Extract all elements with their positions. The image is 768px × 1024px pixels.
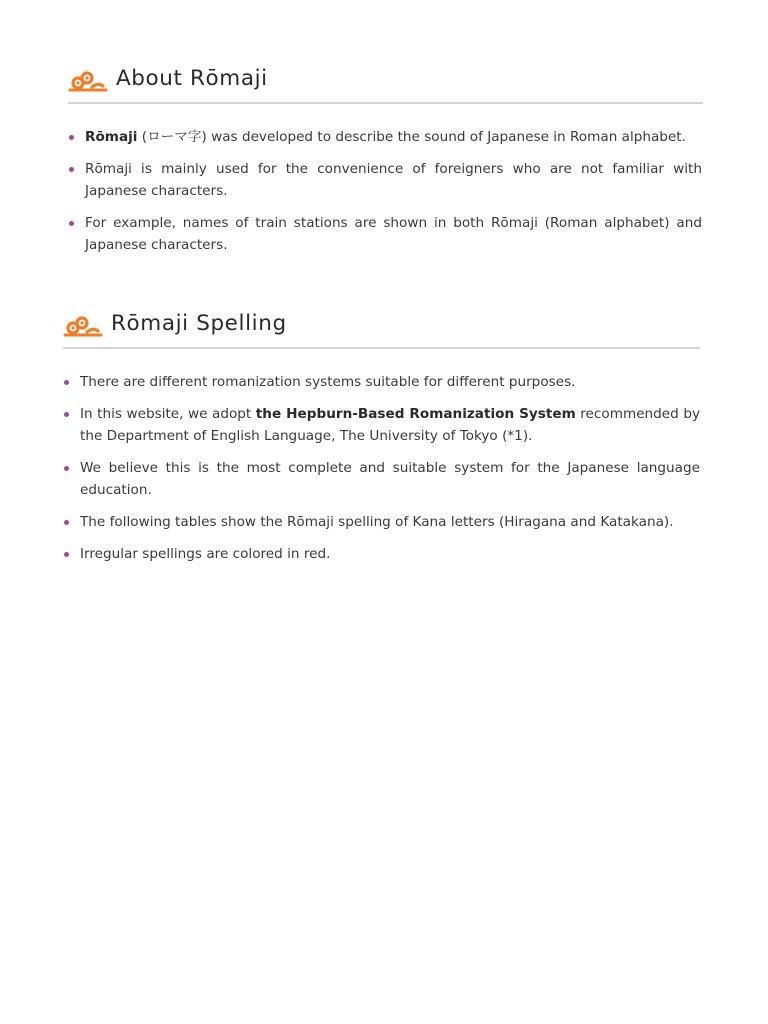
section-heading	[68, 62, 703, 104]
bullet-dot	[64, 380, 69, 385]
list-item	[63, 511, 700, 533]
item-text: We believe this is the most complete and suitable system for the Japanese language education.	[80, 460, 700, 498]
bold-term: the Hepburn-Based Romanization System	[255, 406, 576, 422]
list-item	[63, 543, 700, 565]
item-text: (ローマ字) was developed to describe the sound of Japanese in Roman alphabet.	[137, 129, 686, 145]
bullet-dot	[64, 552, 69, 557]
bullet-dot	[69, 135, 74, 140]
item-text: For example, names of train stations are shown in both Rōmaji (Roman alphabet) and Japanese characters.	[85, 215, 702, 253]
item-text: In this website, we adopt	[80, 406, 256, 422]
bullet-list	[68, 126, 702, 256]
bullet-dot	[64, 466, 69, 471]
item-text: Rōmaji is mainly used for the convenience of foreigners who are not familiar with Japanese characters.	[85, 161, 702, 199]
item-text: There are different romanization systems suitable for different purposes.	[80, 374, 576, 390]
section-title: Rōmaji Spelling	[111, 311, 287, 336]
list-item	[63, 403, 700, 447]
cloud-icon	[68, 70, 108, 94]
list-item	[63, 371, 700, 393]
bold-term: Rōmaji	[85, 129, 138, 145]
bullet-dot	[64, 412, 69, 417]
item-text: Irregular spellings are colored in red.	[80, 546, 331, 562]
section-heading	[63, 307, 700, 349]
bullet-list	[63, 371, 700, 565]
item-text: recommended by the Department of English Language, The University of Tokyo (*1).	[80, 406, 701, 444]
about-romaji-section	[0, 62, 768, 266]
romaji-spelling-section	[0, 307, 768, 575]
list-item	[68, 212, 702, 256]
list-item	[68, 158, 702, 202]
bullet-dot	[64, 520, 69, 525]
bullet-dot	[69, 221, 74, 226]
section-title: About Rōmaji	[116, 66, 268, 91]
item-text: The following tables show the Rōmaji spelling of Kana letters (Hiragana and Katakana).	[80, 514, 674, 530]
cloud-icon	[63, 315, 103, 339]
bullet-dot	[69, 167, 74, 172]
list-item	[63, 457, 700, 501]
list-item	[68, 126, 702, 148]
